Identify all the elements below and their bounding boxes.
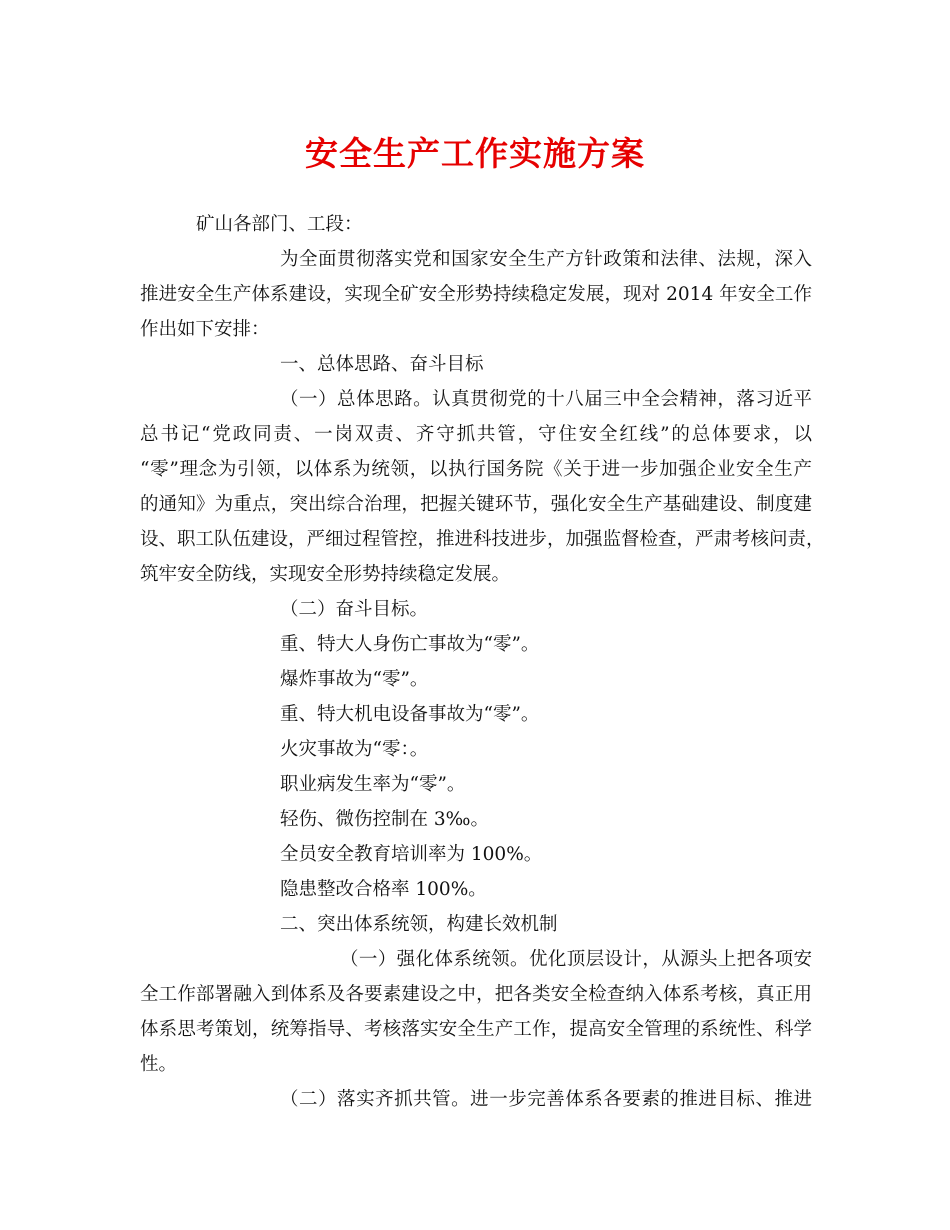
section-1-1-line-1: （一）总体思路。认真贯彻党的十八届三中全会精神，落习近平: [280, 389, 812, 410]
salutation: 矿山各部门、工段：: [196, 214, 363, 235]
section-1-1-line-3: “零”理念为引领，以体系为统领，以执行国务院《关于进一步加强企业安全生产: [140, 459, 812, 480]
goal-item: 爆炸事故为“零”。: [280, 669, 429, 690]
section-2-1-line-3: 体系思考策划，统筹指导、考核落实安全生产工作，提高安全管理的系统性、科学: [140, 1019, 812, 1040]
section-1-heading: 一、总体思路、奋斗目标: [280, 354, 484, 375]
section-2-1-line-1: （一）强化体系统领。优化顶层设计，从源头上把各项安: [340, 949, 812, 970]
goal-item: 轻伤、微伤控制在 3‰。: [280, 809, 489, 830]
goal-item: 隐患整改合格率 100%。: [280, 879, 487, 900]
section-2-heading: 二、突出体系统领，构建长效机制: [280, 914, 558, 935]
goal-item: 重、特大机电设备事故为“零”。: [280, 704, 540, 725]
section-2-1-line-4: 性。: [140, 1054, 178, 1075]
intro-line-2: 推进安全生产体系建设，实现全矿安全形势持续稳定发展，现对 2014 年安全工作: [140, 284, 812, 305]
goal-item: 火灾事故为“零：。: [280, 739, 429, 760]
section-1-1-line-4: 的通知》为重点，突出综合治理，把握关键环节，强化安全生产基础建设、制度建: [140, 494, 812, 515]
goal-item: 重、特大人身伤亡事故为“零”。: [280, 634, 540, 655]
section-1-1-line-2: 总书记“党政同责、一岗双责、齐守抓共管，守住安全红线”的总体要求，以: [140, 424, 812, 445]
section-1-1-line-6: 筑牢安全防线，实现安全形势持续稳定发展。: [140, 564, 511, 585]
section-2-2-line-1: （二）落实齐抓共管。进一步完善体系各要素的推进目标、推进: [280, 1089, 812, 1110]
goal-item: 职业病发生率为“零”。: [280, 774, 466, 795]
intro-line-3: 作出如下安排：: [140, 319, 270, 340]
section-2-1-line-2: 全工作部署融入到体系及各要素建设之中，把各类安全检查纳入体系考核，真正用: [140, 984, 812, 1005]
section-1-1-line-5: 设、职工队伍建设，严细过程管控，推进科技进步，加强监督检查，严肃考核问责，: [140, 529, 825, 550]
intro-line-1: 为全面贯彻落实党和国家安全生产方针政策和法律、法规，深入: [280, 249, 812, 270]
document-title: 安全生产工作实施方案: [305, 134, 645, 173]
goal-item: 全员安全教育培训率为 100%。: [280, 844, 543, 865]
section-1-2-heading: （二）奋斗目标。: [280, 599, 429, 620]
